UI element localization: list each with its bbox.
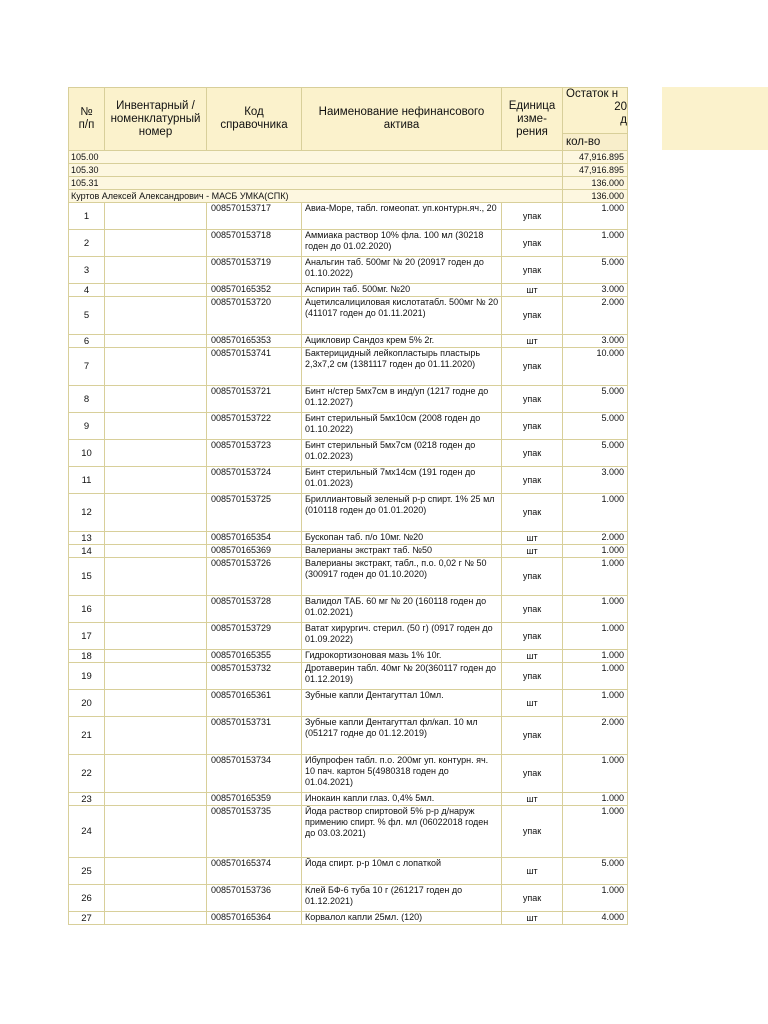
row-number: 25 bbox=[69, 858, 105, 885]
row-number: 23 bbox=[69, 793, 105, 806]
row-code: 008570153718 bbox=[207, 230, 302, 257]
row-unit: упак bbox=[502, 348, 563, 386]
row-unit: упак bbox=[502, 558, 563, 596]
row-code: 008570153717 bbox=[207, 203, 302, 230]
row-qty: 1.000 bbox=[563, 690, 628, 717]
row-unit: шт bbox=[502, 858, 563, 885]
row-inventory-number bbox=[105, 755, 207, 793]
row-code: 008570153719 bbox=[207, 257, 302, 284]
row-number: 9 bbox=[69, 413, 105, 440]
group-label: Куртов Алексей Александрович - МАСБ УМКА(СПК) bbox=[69, 190, 563, 203]
table-row bbox=[69, 494, 628, 532]
table-row bbox=[69, 650, 628, 663]
table-row bbox=[69, 755, 628, 793]
row-code: 008570153721 bbox=[207, 386, 302, 413]
row-unit: упак bbox=[502, 623, 563, 650]
row-inventory-number bbox=[105, 596, 207, 623]
row-unit: упак bbox=[502, 257, 563, 284]
row-qty: 1.000 bbox=[563, 663, 628, 690]
table-row bbox=[69, 717, 628, 755]
row-qty: 1.000 bbox=[563, 806, 628, 858]
row-number: 12 bbox=[69, 494, 105, 532]
row-unit: шт bbox=[502, 912, 563, 925]
group-label: 105.31 bbox=[69, 177, 563, 190]
row-number: 16 bbox=[69, 596, 105, 623]
row-code: 008570153732 bbox=[207, 663, 302, 690]
group-value: 136.000 bbox=[563, 190, 628, 203]
table-row bbox=[69, 690, 628, 717]
row-name: Аспирин таб. 500мг. №20 bbox=[302, 284, 502, 297]
group-row bbox=[69, 151, 628, 164]
row-inventory-number bbox=[105, 467, 207, 494]
row-inventory-number bbox=[105, 413, 207, 440]
row-unit: упак bbox=[502, 663, 563, 690]
row-number: 26 bbox=[69, 885, 105, 912]
row-number: 8 bbox=[69, 386, 105, 413]
row-code: 008570153731 bbox=[207, 717, 302, 755]
row-inventory-number bbox=[105, 386, 207, 413]
row-name: Йода спирт. р-р 10мл с лопаткой bbox=[302, 858, 502, 885]
row-number: 2 bbox=[69, 230, 105, 257]
row-code: 008570153723 bbox=[207, 440, 302, 467]
row-unit: упак bbox=[502, 203, 563, 230]
row-code: 008570153734 bbox=[207, 755, 302, 793]
row-inventory-number bbox=[105, 284, 207, 297]
row-unit: упак bbox=[502, 494, 563, 532]
row-inventory-number bbox=[105, 440, 207, 467]
table-row bbox=[69, 858, 628, 885]
row-number: 27 bbox=[69, 912, 105, 925]
table-row bbox=[69, 230, 628, 257]
row-number: 11 bbox=[69, 467, 105, 494]
table-row bbox=[69, 558, 628, 596]
row-name: Бускопан таб. п/о 10мг. №20 bbox=[302, 532, 502, 545]
table-row bbox=[69, 623, 628, 650]
row-code: 008570153726 bbox=[207, 558, 302, 596]
inventory-sheet bbox=[68, 87, 628, 925]
row-qty: 1.000 bbox=[563, 230, 628, 257]
row-name: Бинт стерильный 5мх10см (2008 годен до 01.10.2022) bbox=[302, 413, 502, 440]
table-row bbox=[69, 413, 628, 440]
row-unit: шт bbox=[502, 690, 563, 717]
row-name: Ацикловир Сандоз крем 5% 2г. bbox=[302, 335, 502, 348]
table-row bbox=[69, 348, 628, 386]
row-inventory-number bbox=[105, 717, 207, 755]
row-inventory-number bbox=[105, 623, 207, 650]
row-unit: упак bbox=[502, 440, 563, 467]
row-name: Анальгин таб. 500мг № 20 (20917 годен до 01.10.2022) bbox=[302, 257, 502, 284]
row-code: 008570153725 bbox=[207, 494, 302, 532]
row-number: 15 bbox=[69, 558, 105, 596]
row-number: 19 bbox=[69, 663, 105, 690]
row-unit: шт bbox=[502, 284, 563, 297]
row-unit: шт bbox=[502, 532, 563, 545]
row-code: 008570165359 bbox=[207, 793, 302, 806]
row-qty: 10.000 bbox=[563, 348, 628, 386]
row-number: 7 bbox=[69, 348, 105, 386]
row-number: 20 bbox=[69, 690, 105, 717]
row-code: 008570165364 bbox=[207, 912, 302, 925]
balance-label: Остаток н bbox=[566, 88, 619, 100]
row-number: 13 bbox=[69, 532, 105, 545]
group-label: 105.30 bbox=[69, 164, 563, 177]
row-qty: 5.000 bbox=[563, 858, 628, 885]
row-inventory-number bbox=[105, 545, 207, 558]
row-name: Дротаверин табл. 40мг № 20(360117 годен до 01.12.2019) bbox=[302, 663, 502, 690]
table-header bbox=[69, 88, 628, 151]
table-row bbox=[69, 297, 628, 335]
row-name: Ибупрофен табл. п.о. 200мг уп. контурн. яч. 10 пач. картон 5(4980318 годен до 01.04.2021) bbox=[302, 755, 502, 793]
row-number: 10 bbox=[69, 440, 105, 467]
row-code: 008570165354 bbox=[207, 532, 302, 545]
row-unit: упак bbox=[502, 755, 563, 793]
col-header-qty: кол-во bbox=[563, 134, 628, 151]
row-number: 17 bbox=[69, 623, 105, 650]
table-row bbox=[69, 885, 628, 912]
table-row bbox=[69, 596, 628, 623]
row-inventory-number bbox=[105, 335, 207, 348]
row-qty: 5.000 bbox=[563, 257, 628, 284]
row-inventory-number bbox=[105, 806, 207, 858]
col-header-balance bbox=[563, 88, 628, 134]
row-name: Гидрокортизоновая мазь 1% 10г. bbox=[302, 650, 502, 663]
row-name: Корвалол капли 25мл. (120) bbox=[302, 912, 502, 925]
table-row bbox=[69, 257, 628, 284]
row-number: 14 bbox=[69, 545, 105, 558]
row-inventory-number bbox=[105, 912, 207, 925]
row-number: 4 bbox=[69, 284, 105, 297]
table-body bbox=[69, 151, 628, 925]
row-code: 008570165352 bbox=[207, 284, 302, 297]
row-name: Аммиака раствор 10% фла. 100 мл (30218 годен до 01.02.2020) bbox=[302, 230, 502, 257]
row-unit: шт bbox=[502, 545, 563, 558]
table-row bbox=[69, 912, 628, 925]
row-number: 5 bbox=[69, 297, 105, 335]
row-unit: упак bbox=[502, 885, 563, 912]
row-name: Клей БФ-6 туба 10 г (261217 годен до 01.12.2021) bbox=[302, 885, 502, 912]
row-inventory-number bbox=[105, 858, 207, 885]
row-qty: 1.000 bbox=[563, 558, 628, 596]
table-row bbox=[69, 467, 628, 494]
row-code: 008570153720 bbox=[207, 297, 302, 335]
row-number: 22 bbox=[69, 755, 105, 793]
row-unit: упак bbox=[502, 413, 563, 440]
row-inventory-number bbox=[105, 494, 207, 532]
group-value: 47,916.895 bbox=[563, 164, 628, 177]
row-qty: 3.000 bbox=[563, 467, 628, 494]
row-name: Ватат хирургич. стерил. (50 г) (0917 годен до 01.09.2022) bbox=[302, 623, 502, 650]
row-inventory-number bbox=[105, 663, 207, 690]
row-inventory-number bbox=[105, 885, 207, 912]
col-header-number: № п/п bbox=[69, 88, 105, 151]
row-number: 21 bbox=[69, 717, 105, 755]
row-unit: упак bbox=[502, 806, 563, 858]
row-code: 008570153722 bbox=[207, 413, 302, 440]
row-qty: 3.000 bbox=[563, 284, 628, 297]
col-header-name: Наименование нефинансового актива bbox=[302, 88, 502, 151]
group-value: 47,916.895 bbox=[563, 151, 628, 164]
row-name: Зубные капли Дентагуттал 10мл. bbox=[302, 690, 502, 717]
balance-year-fragment: 20 bbox=[614, 101, 627, 113]
row-number: 24 bbox=[69, 806, 105, 858]
row-code: 008570165355 bbox=[207, 650, 302, 663]
row-code: 008570153729 bbox=[207, 623, 302, 650]
row-qty: 1.000 bbox=[563, 885, 628, 912]
row-inventory-number bbox=[105, 793, 207, 806]
row-code: 008570153736 bbox=[207, 885, 302, 912]
row-inventory-number bbox=[105, 348, 207, 386]
row-code: 008570153728 bbox=[207, 596, 302, 623]
row-name: Бактерицидный лейкопластырь пластырь 2,3х7,2 см (1381117 годен до 01.11.2020) bbox=[302, 348, 502, 386]
group-row bbox=[69, 164, 628, 177]
table-row bbox=[69, 335, 628, 348]
row-qty: 5.000 bbox=[563, 440, 628, 467]
row-inventory-number bbox=[105, 230, 207, 257]
row-name: Бинт н/стер 5мх7см в инд/уп (1217 годне до 01.12.2027) bbox=[302, 386, 502, 413]
row-qty: 1.000 bbox=[563, 623, 628, 650]
row-name: Бинт стерильный 7мх14см (191 годен до 01.01.2023) bbox=[302, 467, 502, 494]
table-row bbox=[69, 284, 628, 297]
row-qty: 1.000 bbox=[563, 793, 628, 806]
table-row bbox=[69, 663, 628, 690]
table-row bbox=[69, 532, 628, 545]
balance-d-fragment: д bbox=[620, 114, 627, 126]
row-qty: 5.000 bbox=[563, 413, 628, 440]
row-inventory-number bbox=[105, 532, 207, 545]
table-row bbox=[69, 545, 628, 558]
row-unit: упак bbox=[502, 386, 563, 413]
col-header-code: Код справочника bbox=[207, 88, 302, 151]
row-qty: 4.000 bbox=[563, 912, 628, 925]
row-number: 18 bbox=[69, 650, 105, 663]
row-name: Бинт стерильный 5мх7см (0218 годен до 01.02.2023) bbox=[302, 440, 502, 467]
group-row bbox=[69, 190, 628, 203]
row-name: Зубные капли Дентагуттал фл/кап. 10 мл (051217 годне до 01.12.2019) bbox=[302, 717, 502, 755]
group-row bbox=[69, 177, 628, 190]
row-inventory-number bbox=[105, 203, 207, 230]
row-name: Валерианы экстракт таб. №50 bbox=[302, 545, 502, 558]
row-code: 008570165353 bbox=[207, 335, 302, 348]
row-qty: 1.000 bbox=[563, 494, 628, 532]
table-row bbox=[69, 386, 628, 413]
row-code: 008570153724 bbox=[207, 467, 302, 494]
row-unit: упак bbox=[502, 596, 563, 623]
header-overhang bbox=[662, 87, 768, 150]
row-qty: 2.000 bbox=[563, 532, 628, 545]
row-inventory-number bbox=[105, 650, 207, 663]
table-row bbox=[69, 203, 628, 230]
row-code: 008570153735 bbox=[207, 806, 302, 858]
row-name: Валерианы экстракт, табл., п.о. 0,02 г № 50 (300917 годен до 01.10.2020) bbox=[302, 558, 502, 596]
row-qty: 1.000 bbox=[563, 755, 628, 793]
row-number: 3 bbox=[69, 257, 105, 284]
row-inventory-number bbox=[105, 257, 207, 284]
row-code: 008570165374 bbox=[207, 858, 302, 885]
row-qty: 1.000 bbox=[563, 203, 628, 230]
row-unit: упак bbox=[502, 297, 563, 335]
row-code: 008570165361 bbox=[207, 690, 302, 717]
row-name: Валидол ТАБ. 60 мг № 20 (160118 годен до 01.02.2021) bbox=[302, 596, 502, 623]
row-unit: упак bbox=[502, 230, 563, 257]
row-name: Ацетилсалициловая кислотатабл. 500мг № 20 (411017 годен до 01.11.2021) bbox=[302, 297, 502, 335]
row-number: 1 bbox=[69, 203, 105, 230]
row-name: Авиа-Море, табл. гомеопат. уп.контурн.яч., 20 bbox=[302, 203, 502, 230]
row-name: Бриллиантовый зеленый р-р спирт. 1% 25 мл (010118 годен до 01.01.2020) bbox=[302, 494, 502, 532]
row-qty: 1.000 bbox=[563, 545, 628, 558]
row-number: 6 bbox=[69, 335, 105, 348]
row-code: 008570153741 bbox=[207, 348, 302, 386]
col-header-unit: Единица изме- рения bbox=[502, 88, 563, 151]
row-unit: шт bbox=[502, 335, 563, 348]
row-name: Йода раствор спиртовой 5% р-р д/наруж примению спирт. % фл. мл (06022018 годен до 03.03.2021) bbox=[302, 806, 502, 858]
table-row bbox=[69, 793, 628, 806]
table-row bbox=[69, 806, 628, 858]
group-value: 136.000 bbox=[563, 177, 628, 190]
row-inventory-number bbox=[105, 558, 207, 596]
row-qty: 2.000 bbox=[563, 297, 628, 335]
row-name: Инокаин капли глаз. 0,4% 5мл. bbox=[302, 793, 502, 806]
row-inventory-number bbox=[105, 297, 207, 335]
row-unit: шт bbox=[502, 793, 563, 806]
row-unit: шт bbox=[502, 650, 563, 663]
row-qty: 3.000 bbox=[563, 335, 628, 348]
inventory-table bbox=[68, 87, 628, 925]
row-qty: 2.000 bbox=[563, 717, 628, 755]
row-code: 008570165369 bbox=[207, 545, 302, 558]
col-header-inventory: Инвентарный / номенклатурный номер bbox=[105, 88, 207, 151]
row-unit: упак bbox=[502, 467, 563, 494]
row-qty: 5.000 bbox=[563, 386, 628, 413]
row-inventory-number bbox=[105, 690, 207, 717]
group-label: 105.00 bbox=[69, 151, 563, 164]
row-unit: упак bbox=[502, 717, 563, 755]
row-qty: 1.000 bbox=[563, 596, 628, 623]
row-qty: 1.000 bbox=[563, 650, 628, 663]
table-row bbox=[69, 440, 628, 467]
